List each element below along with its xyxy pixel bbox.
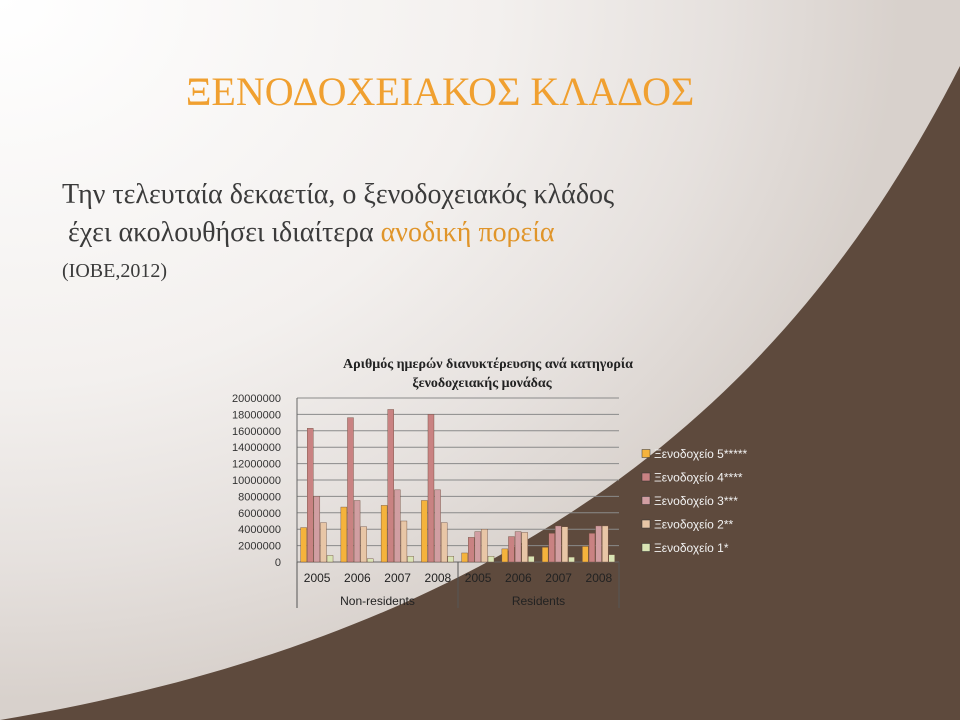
bar xyxy=(388,409,394,562)
y-tick-label: 6000000 xyxy=(238,507,281,520)
bar xyxy=(448,556,454,562)
bar xyxy=(542,547,548,562)
y-tick-label: 12000000 xyxy=(232,458,281,471)
bar xyxy=(367,559,373,562)
bar xyxy=(522,532,528,562)
bar xyxy=(327,555,333,562)
legend-entry: Ξενοδοχείο 1* xyxy=(654,541,729,555)
bar xyxy=(441,523,447,562)
chart-title-line-1: Αριθμός ημερών διανυκτέρευσης ανά κατηγορία xyxy=(343,357,633,372)
plot-area xyxy=(232,393,619,608)
body-line-2-start: έχει ακολουθήσει ιδιαίτερα xyxy=(68,217,381,248)
legend-entry: Ξενοδοχείο 2** xyxy=(654,517,734,532)
y-tick-label: 10000000 xyxy=(232,475,281,487)
group-label: Non-residents xyxy=(340,594,415,608)
bar xyxy=(435,490,441,562)
y-tick-label: 8000000 xyxy=(238,491,281,504)
y-tick-label: 4000000 xyxy=(238,524,281,537)
x-tick-label: 2006 xyxy=(344,571,371,585)
slide-title: ΞΕΝΟΔΟΧΕΙΑΚΟΣ ΚΛΑΔΟΣ xyxy=(185,69,695,114)
x-tick-label: 2008 xyxy=(424,571,452,585)
chart-legend xyxy=(642,447,748,555)
bar xyxy=(582,546,588,562)
bar xyxy=(347,418,353,562)
bar xyxy=(508,537,514,562)
bar xyxy=(555,526,561,562)
x-tick-label: 2005 xyxy=(303,571,331,585)
bar xyxy=(475,532,481,562)
x-tick-label: 2008 xyxy=(585,571,613,585)
bar xyxy=(401,521,407,562)
bar xyxy=(596,526,602,562)
y-tick-label: 18000000 xyxy=(232,409,281,422)
bar xyxy=(394,490,400,562)
bar xyxy=(314,496,320,562)
body-line-3: (IOBE,2012) xyxy=(62,260,167,282)
bar xyxy=(481,529,487,562)
bar xyxy=(462,553,468,562)
legend-entry: Ξενοδοχείο 4**** xyxy=(654,470,743,485)
bar xyxy=(361,527,367,562)
legend-swatch xyxy=(642,520,650,528)
bar xyxy=(562,527,568,562)
legend-entry: Ξενοδοχείο 5***** xyxy=(654,447,748,461)
bar xyxy=(381,505,387,562)
legend-swatch xyxy=(642,473,650,481)
bar xyxy=(320,523,326,562)
bar xyxy=(602,526,608,562)
body-line-1: Την τελευταία δεκαετία, ο ξενοδοχειακός κλάδος xyxy=(62,179,615,210)
bar xyxy=(354,501,360,563)
chart-title-line-2: ξενοδοχειακής μονάδας xyxy=(412,376,552,391)
y-tick-label: 16000000 xyxy=(232,425,281,438)
bar xyxy=(488,556,494,562)
bar xyxy=(549,533,555,562)
y-tick-label: 2000000 xyxy=(238,540,281,553)
y-tick-label: 0 xyxy=(274,557,281,569)
body-line-2-accent: ανοδική πορεία xyxy=(380,217,555,248)
bar xyxy=(589,533,595,562)
bar xyxy=(421,501,427,563)
x-tick-label: 2006 xyxy=(505,571,532,585)
bar xyxy=(609,555,615,562)
bar xyxy=(528,556,534,562)
legend-swatch xyxy=(642,544,650,552)
x-tick-label: 2007 xyxy=(384,571,411,585)
x-tick-label: 2007 xyxy=(545,571,572,585)
bar xyxy=(502,549,508,562)
x-tick-label: 2005 xyxy=(464,571,492,585)
legend-swatch xyxy=(642,497,650,505)
bar xyxy=(301,528,307,562)
bar xyxy=(341,507,347,562)
bar xyxy=(408,556,414,562)
bar xyxy=(468,537,474,562)
group-label: Residents xyxy=(511,594,566,608)
y-tick-label: 14000000 xyxy=(232,442,281,455)
bar xyxy=(569,557,575,562)
bar xyxy=(428,414,434,562)
bar xyxy=(307,428,313,562)
bar xyxy=(515,532,521,562)
legend-entry: Ξενοδοχείο 3*** xyxy=(654,494,738,508)
legend-swatch xyxy=(642,450,650,458)
y-tick-label: 20000000 xyxy=(232,393,281,405)
